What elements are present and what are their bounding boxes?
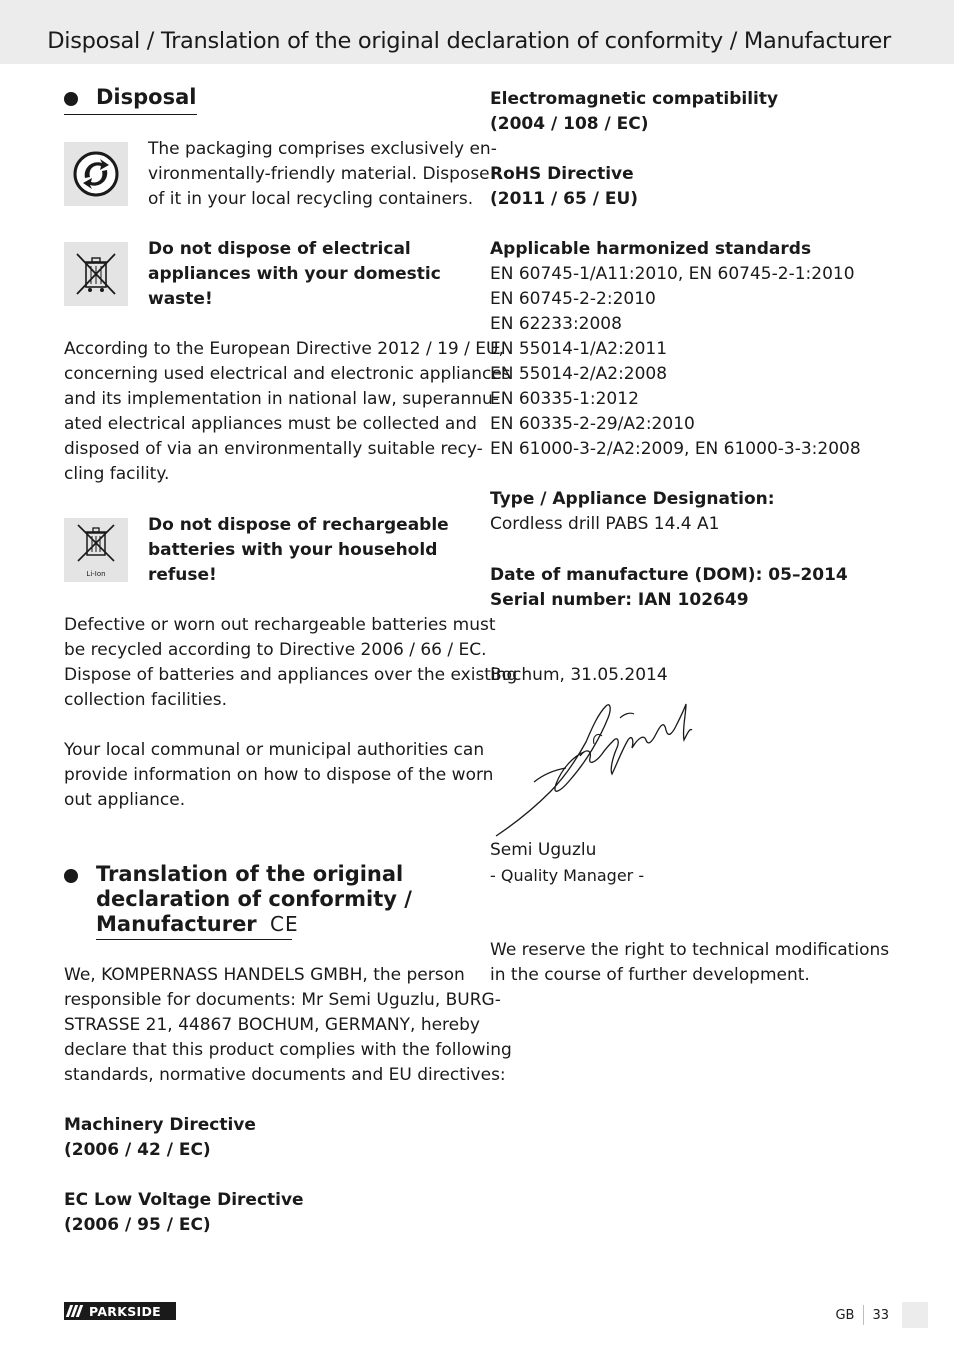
standard-item: EN 60745-1/A11:2010, EN 60745-2-1:2010 <box>490 264 855 284</box>
page-header <box>0 0 954 64</box>
manufacture-info <box>490 563 900 613</box>
standards-heading: Applicable harmonized standards <box>490 239 812 259</box>
appliance-designation <box>490 487 900 537</box>
standard-item: EN 61000-3-2/A2:2009, EN 61000-3-3:2008 <box>490 439 861 459</box>
standard-item: EN 62233:2008 <box>490 314 622 334</box>
directive-text: According to the European Directive 2012 / 19 / EU, concerning used electrical and electronic appliances and its implementation in national law, superannu- ated electrical appliances must be collected and disposed of via an environmentally suitable recy- cling facility. <box>64 339 511 484</box>
reserve-note: We reserve the right to technical modifications in the course of further development. <box>490 940 890 985</box>
signatory <box>490 838 900 888</box>
dom: Date of manufacture (DOM): 05–2014 <box>490 565 848 585</box>
packaging-text: The packaging comprises exclusively en- vironmentally-friendly material. Dispose of it in your local recycling containers. <box>148 139 497 209</box>
rohs-directive: RoHS Directive (2011 / 65 / EU) <box>490 164 639 209</box>
declaration-heading-line: declaration of conformity / <box>96 887 412 911</box>
signatory-name: Semi Uguzlu <box>490 840 597 860</box>
harmonized-standards <box>490 237 900 462</box>
type-value: Cordless drill PABS 14.4 A1 <box>490 514 720 534</box>
standard-item: EN 55014-1/A2:2011 <box>490 339 668 359</box>
serial-number: Serial number: IAN 102649 <box>490 590 749 610</box>
parkside-logo <box>64 1302 176 1320</box>
signatory-title: - Quality Manager - <box>490 866 645 885</box>
footer-tab <box>902 1302 928 1328</box>
disposal-heading <box>64 85 196 110</box>
authority-text: Your local communal or municipal authorities can provide information on how to dispose of the worn out appliance. <box>64 740 494 810</box>
battery-text: Defective or worn out rechargeable batteries must be recycled according to Directive 2006 / 66 / EC. Dispose of batteries and appliances over the existing collection facilities. <box>64 615 518 710</box>
page-number: 33 <box>872 1307 889 1323</box>
emc-directive: Electromagnetic compatibility (2004 / 108 / EC) <box>490 89 779 134</box>
li-ion-label: Li-Ion <box>86 570 106 578</box>
bullet-icon <box>64 869 78 883</box>
page-footer <box>835 1302 928 1328</box>
weee-warning: Do not dispose of electrical appliances with your domestic waste! <box>148 239 441 309</box>
footer-divider <box>863 1305 864 1325</box>
bullet-icon <box>64 92 78 106</box>
disposal-heading-text: Disposal <box>96 85 197 109</box>
crossed-bin-icon <box>64 242 128 306</box>
declaration-heading-rule <box>96 939 292 940</box>
signature <box>494 700 694 840</box>
page-title: Disposal / Translation of the original declaration of conformity / Manufacturer <box>47 28 891 54</box>
declaration-heading <box>64 862 412 937</box>
machinery-directive: Machinery Directive (2006 / 42 / EC) <box>64 1115 256 1160</box>
disposal-heading-rule <box>64 114 197 115</box>
language-code: GB <box>835 1307 855 1323</box>
declaration-heading-line: Manufacturer <box>96 912 257 936</box>
standard-item: EN 55014-2/A2:2008 <box>490 364 668 384</box>
recycling-icon <box>64 142 128 206</box>
logo-slashes-icon <box>68 1305 83 1317</box>
brand-name: PARKSIDE <box>89 1303 161 1319</box>
standard-item: EN 60335-1:2012 <box>490 389 639 409</box>
ce-mark: CE <box>269 912 299 936</box>
battery-disposal-icon <box>64 518 128 582</box>
battery-warning: Do not dispose of rechargeable batteries with your household refuse! <box>148 515 449 585</box>
low-voltage-directive: EC Low Voltage Directive (2006 / 95 / EC) <box>64 1190 304 1235</box>
declaration-heading-line: Translation of the original <box>96 862 404 886</box>
declaration-intro: We, KOMPERNASS HANDELS GMBH, the person responsible for documents: Mr Semi Uguzlu, BURG- STRASSE 21, 44867 BOCHUM, GERMANY, hereby declare that this product complies with the following standards, normative documents and EU directives: <box>64 965 512 1085</box>
type-heading: Type / Appliance Designation: <box>490 489 775 509</box>
standard-item: EN 60745-2-2:2010 <box>490 289 656 309</box>
place-date: Bochum, 31.05.2014 <box>490 665 668 685</box>
standard-item: EN 60335-2-29/A2:2010 <box>490 414 695 434</box>
